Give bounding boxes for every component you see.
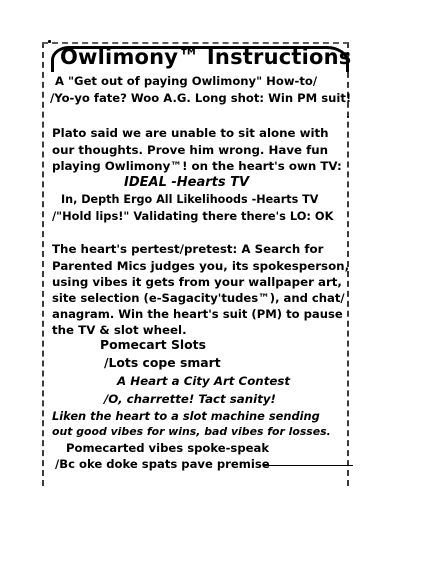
text-line-20: out good vibes for wins, bad vibes for losses. <box>52 425 331 438</box>
text-line-13: anagram. Win the heart's suit (PM) to pause <box>52 307 343 321</box>
text-line-21: Pomecarted vibes spoke-speak <box>66 441 270 455</box>
text-line-16: /Lots cope smart <box>104 355 221 370</box>
text-line-14: the TV & slot wheel. <box>52 323 187 337</box>
text-line-10: Parented Mics judges you, its spokesperson, <box>52 259 350 273</box>
text-line-5: playing Owlimony™! on the heart's own TV: <box>52 159 342 173</box>
text-line-18: /O, charrette! Tact sanity! <box>104 392 276 406</box>
handwritten-underline <box>263 465 353 466</box>
text-line-6: IDEAL -Hearts TV <box>124 175 250 190</box>
text-line-15: Pomecart Slots <box>100 337 206 352</box>
text-line-2: /Yo-yo fate? Woo A.G. Long shot: Win PM suit! <box>50 91 352 105</box>
text-line-7: In, Depth Ergo All Likelihoods -Hearts TV <box>61 193 319 206</box>
text-line-8: /"Hold lips!" Validating there there's LO: OK <box>52 209 334 223</box>
text-line-17: A Heart a City Art Contest <box>117 374 290 388</box>
page-title: Owlimony™ Instructions <box>60 45 352 69</box>
text-line-3: Plato said we are unable to sit alone with <box>52 126 329 140</box>
text-line-1: A "Get out of paying Owlimony" How-to/ <box>55 74 318 88</box>
text-line-4: our thoughts. Prove him wrong. Have fun <box>52 143 329 157</box>
text-line-11: using vibes it gets from your wallpaper art, <box>52 275 342 289</box>
text-line-19: Liken the heart to a slot machine sending <box>52 409 320 423</box>
text-line-9: The heart's pertest/pretest: A Search for <box>52 242 324 256</box>
scan-speck <box>347 116 349 118</box>
text-line-12: site selection (e-Sagacity'tudes™), and chat/ <box>52 291 345 305</box>
text-line-22: /Bc oke doke spats pave premise <box>55 457 270 471</box>
scan-speck <box>48 40 51 43</box>
